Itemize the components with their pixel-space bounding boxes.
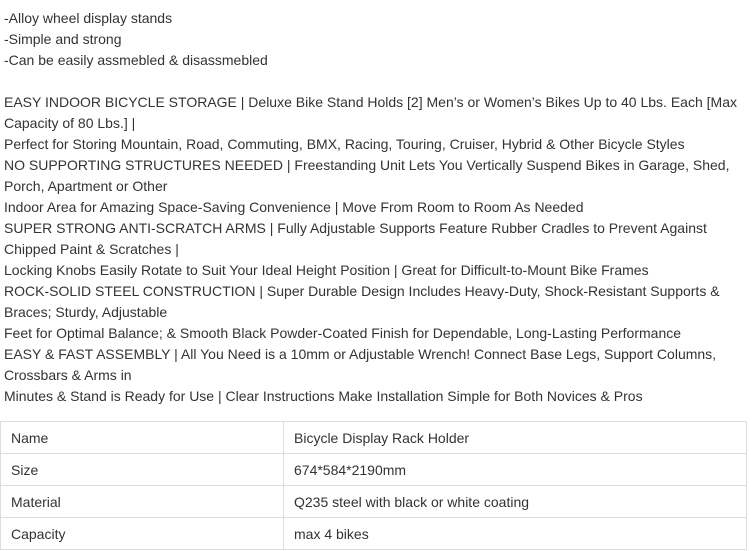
description-paragraph: Feet for Optimal Balance; & Smooth Black Powder-Coated Finish for Dependable, Long-Lasting Performance xyxy=(4,325,682,341)
spec-label: Name xyxy=(1,422,284,454)
description-paragraph: Indoor Area for Amazing Space-Saving Convenience | Move From Room to Room As Needed xyxy=(4,199,584,215)
description-paragraph: EASY INDOOR BICYCLE STORAGE | Deluxe Bike Stand Holds [2] Men’s or Women’s Bikes Up to 40 Lbs. Each [Max Capacity of 80 Lbs.] | xyxy=(4,94,737,131)
feature-bullet: -Alloy wheel display stands xyxy=(4,10,173,26)
description-paragraph: Locking Knobs Easily Rotate to Suit Your Ideal Height Position | Great for Difficult-to-Mount Bike Frames xyxy=(4,262,649,278)
spec-label: Size xyxy=(1,454,284,486)
description-paragraph: SUPER STRONG ANTI-SCRATCH ARMS | Fully Adjustable Supports Feature Rubber Cradles to Prevent Against Chipped Paint & Scratches | xyxy=(4,220,707,257)
spec-label: Material xyxy=(1,486,284,518)
description-paragraph: EASY & FAST ASSEMBLY | All You Need is a 10mm or Adjustable Wrench! Connect Base Legs, Support Columns, Crossbars & Arms in xyxy=(4,346,717,383)
description-paragraph: Perfect for Storing Mountain, Road, Commuting, BMX, Racing, Touring, Cruiser, Hybrid & Other Bicycle Styles xyxy=(4,136,685,152)
spec-value: 674*584*2190mm xyxy=(284,454,747,486)
description-paragraph: Minutes & Stand is Ready for Use | Clear Instructions Make Installation Simple for Both Novices & Pros xyxy=(4,388,643,404)
spec-label: Capacity xyxy=(1,518,284,550)
table-row xyxy=(1,454,747,486)
table-row xyxy=(1,486,747,518)
spec-value: Bicycle Display Rack Holder xyxy=(284,422,747,454)
table-row xyxy=(1,518,747,550)
spacer xyxy=(4,71,748,92)
spec-value: Q235 steel with black or white coating xyxy=(284,486,747,518)
feature-bullet: -Can be easily assmebled & disassmebled xyxy=(4,52,268,68)
spec-value: max 4 bikes xyxy=(284,518,747,550)
feature-bullet: -Simple and strong xyxy=(4,31,122,47)
spec-table xyxy=(0,421,747,550)
table-row xyxy=(1,422,747,454)
description-paragraph: NO SUPPORTING STRUCTURES NEEDED | Freestanding Unit Lets You Vertically Suspend Bikes in Garage, Shed, Porch, Apartment or Other xyxy=(4,157,730,194)
product-description xyxy=(4,8,748,407)
description-paragraph: ROCK-SOLID STEEL CONSTRUCTION | Super Durable Design Includes Heavy-Duty, Shock-Resistant Supports & Braces; Sturdy, Adjustable xyxy=(4,283,720,320)
